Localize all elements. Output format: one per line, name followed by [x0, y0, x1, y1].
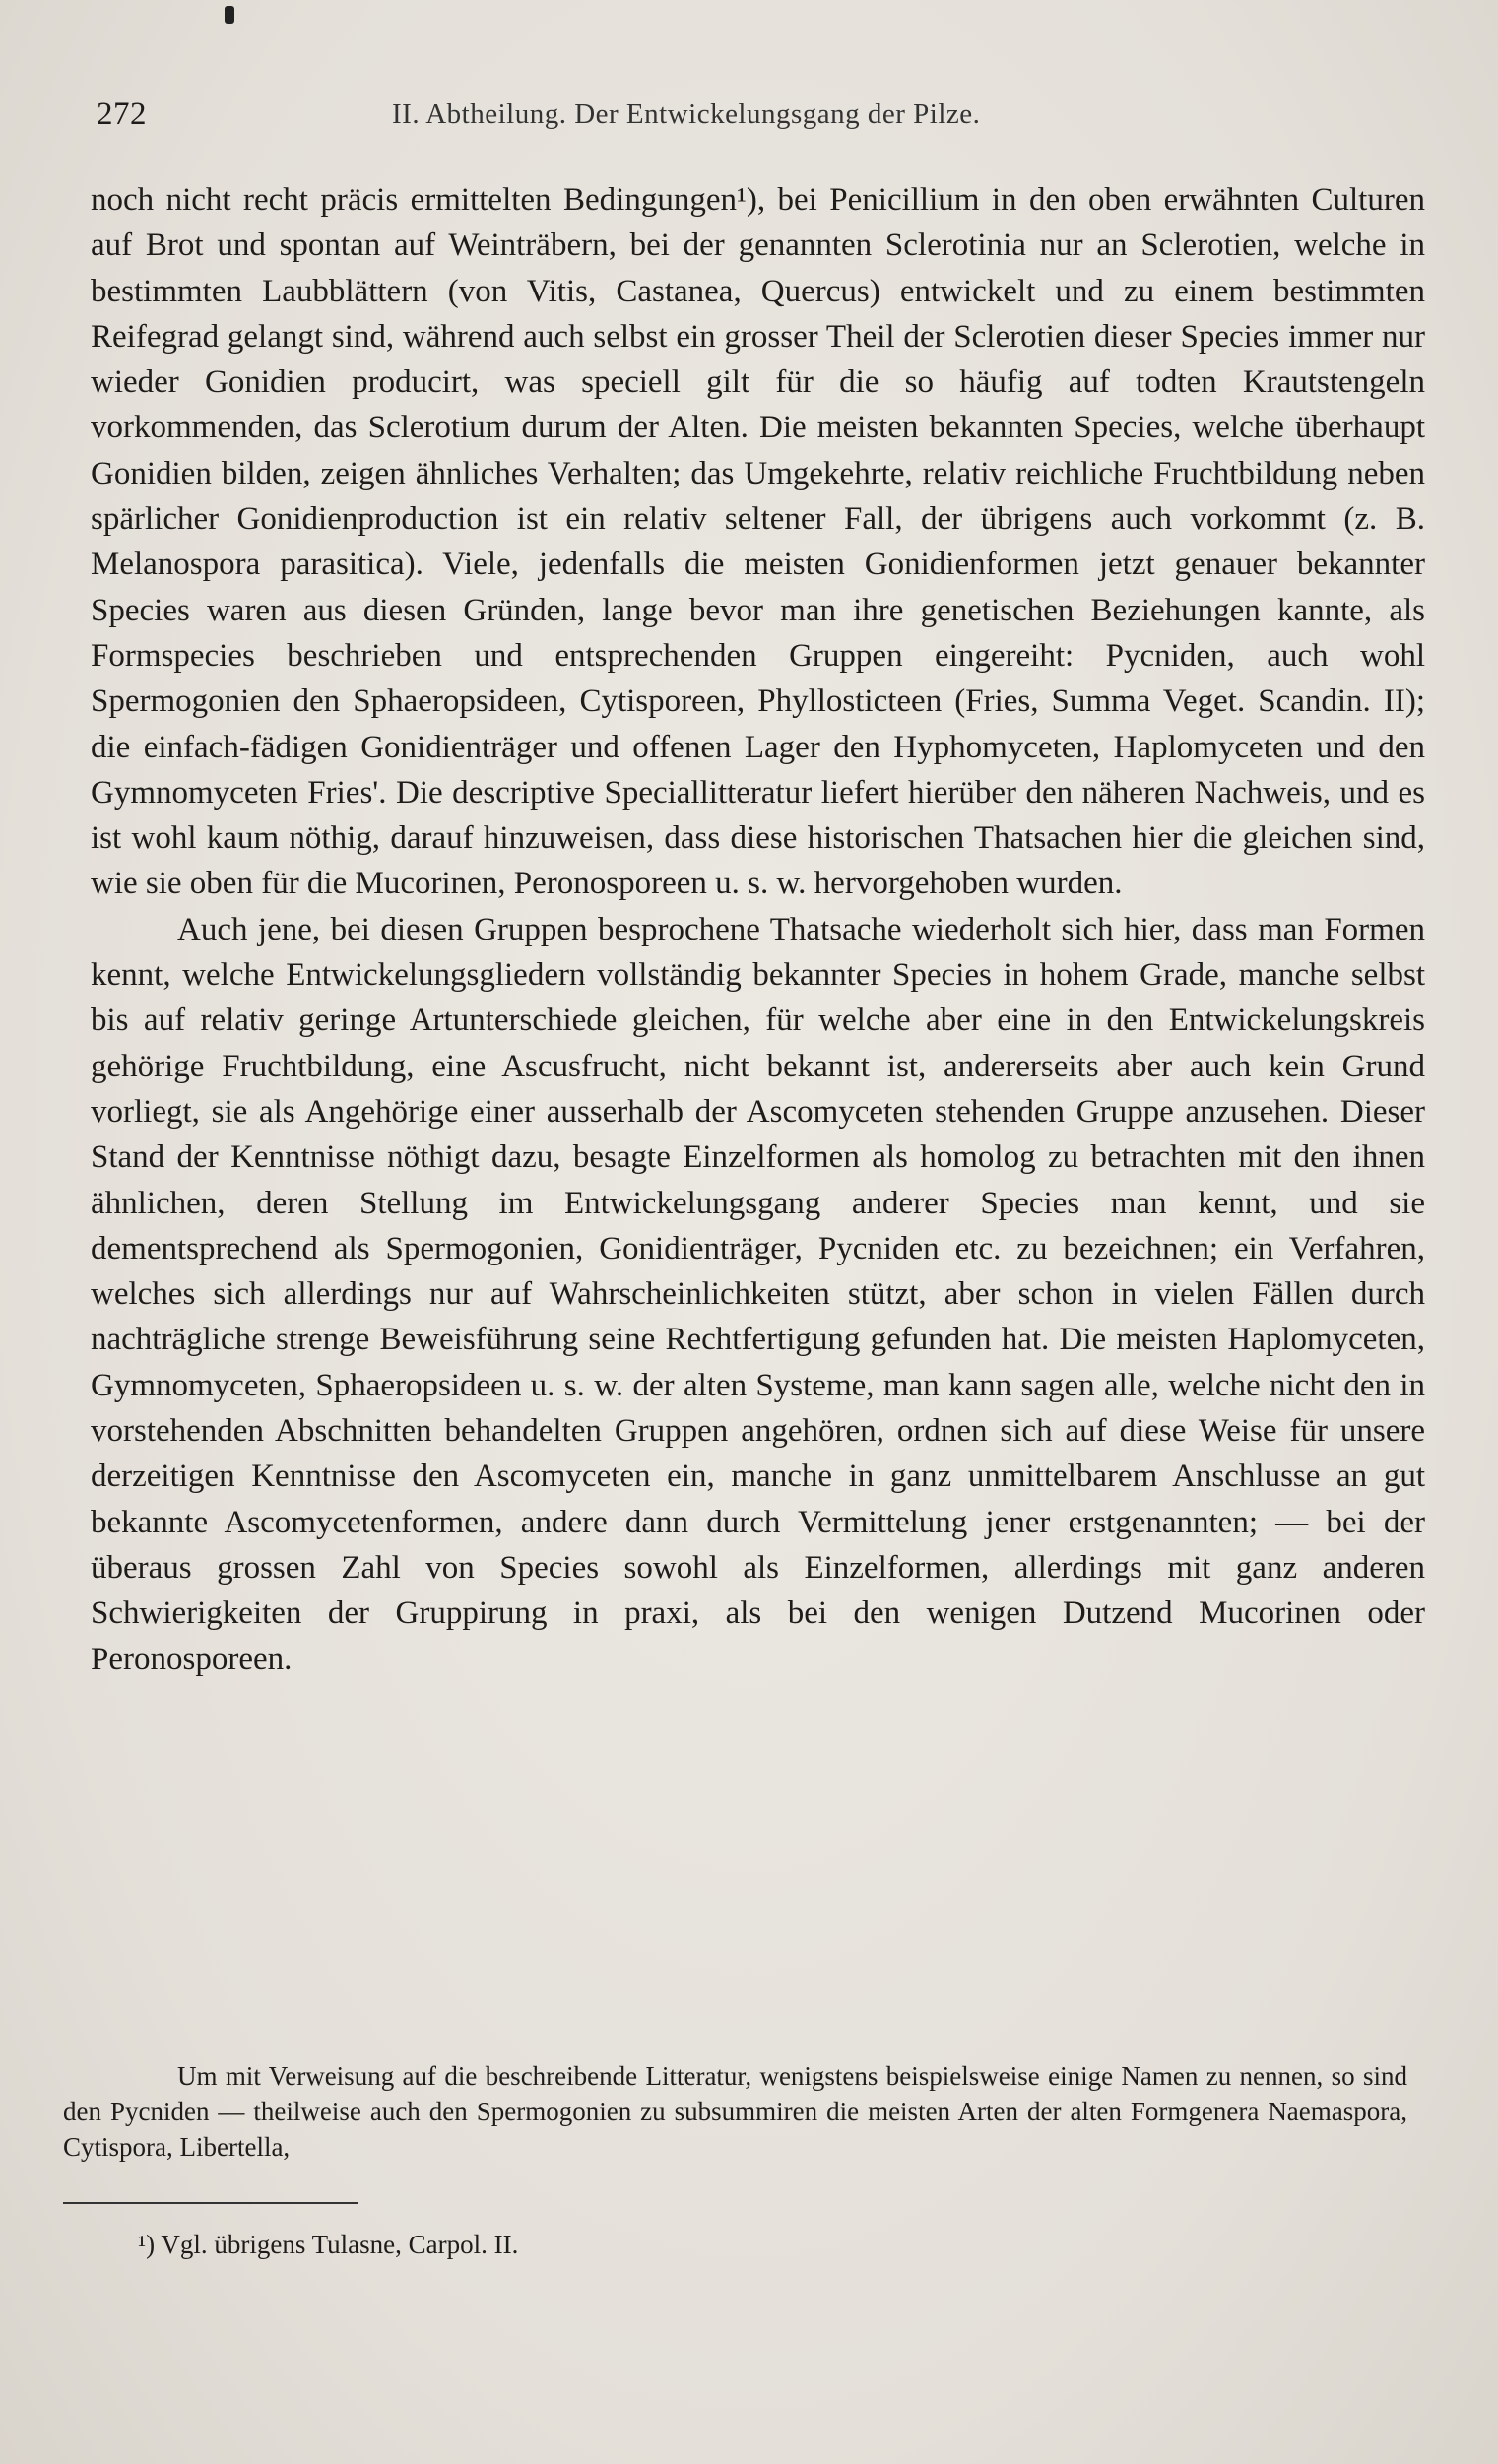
footnote-divider	[63, 2202, 358, 2204]
paragraph-1: noch nicht recht präcis ermittelten Bedingungen¹), bei Penicillium in den oben erwähnten Culturen auf Brot und spontan auf Weinträbern, bei der genannten Sclerotinia nur an Sclerotien, welche in bestimmten Laubblättern (von Vitis, Castanea, Quercus) entwickelt und zu einem bestimmten Reifegrad gelangt sind, während auch selbst ein grosser Theil der Sclerotien dieser Species immer nur wieder Gonidien producirt, was speciell gilt für die so häufig auf todten Krautstengeln vorkommenden, das Sclerotium durum der Alten. Die meisten bekannten Species, welche überhaupt Gonidien bilden, zeigen ähnliches Verhalten; das Umgekehrte, relativ reichliche Fruchtbildung neben spärlicher Gonidienproduction ist ein relativ seltener Fall, der übrigens auch vorkommt (z. B. Melanospora parasitica). Viele, jedenfalls die meisten Gonidienformen jetzt genauer bekannter Species waren aus diesen Gründen, lange bevor man ihre genetischen Beziehungen kannte, als Formspecies beschrieben und entsprechenden Gruppen eingereiht: Pycniden, auch wohl Spermogonien den Sphaeropsideen, Cytisporeen, Phyllosticteen (Fries, Summa Veget. Scandin. II); die einfach-fädigen Gonidienträger und offenen Lager den Hyphomyceten, Haplomyceten und den Gymnomyceten Fries'. Die descriptive Speciallitteratur liefert hierüber den näheren Nachweis, und es ist wohl kaum nöthig, darauf hinzuweisen, dass diese historischen Thatsachen hier die gleichen sind, wie sie oben für die Mucorinen, Peronosporeen u. s. w. hervorgehoben wurden.	[91, 182, 1425, 902]
footnote: ¹) Vgl. übrigens Tulasne, Carpol. II.	[138, 2230, 519, 2259]
paragraph-2: Auch jene, bei diesen Gruppen besprochene Thatsache wiederholt sich hier, dass man Formen kennt, welche Entwickelungsgliedern vollständig bekannter Species in hohem Grade, manche selbst bis auf relativ geringe Artunterschiede gleichen, für welche aber eine in den Entwickelungskreis gehörige Fruchtbildung, eine Ascusfrucht, nicht bekannt ist, andererseits aber auch kein Grund vorliegt, sie als Angehörige einer ausserhalb der Ascomyceten stehenden Gruppe anzusehen. Dieser Stand der Kenntnisse nöthigt dazu, besagte Einzelformen als homolog zu betrachten mit den ihnen ähnlichen, deren Stellung im Entwickelungsgang anderer Species man kennt, und sie dementsprechend als Spermogonien, Gonidienträger, Pycniden etc. zu bezeichnen; ein Verfahren, welches sich allerdings nur auf Wahrscheinlichkeiten stützt, aber schon in vielen Fällen durch nachträgliche strenge Beweisführung seine Rechtfertigung gefunden hat. Die meisten Haplomyceten, Gymnomyceten, Sphaeropsideen u. s. w. der alten Systeme, man kann sagen alle, welche nicht den in vorstehenden Abschnitten behandelten Gruppen angehören, ordnen sich auf diese Weise für unsere derzeitigen Kenntnisse den Ascomyceten ein, manche in ganz unmittelbarem Anschlusse an gut bekannte Ascomycetenformen, andere dann durch Vermittelung jener erstgenannten; — bei der überaus grossen Zahl von Species sowohl als Einzelformen, allerdings mit ganz anderen Schwierigkeiten der Gruppirung in praxi, als bei den wenigen Dutzend Mucorinen oder Peronosporeen.	[91, 911, 1425, 1677]
print-speck	[225, 6, 234, 24]
page-number: 272	[97, 97, 147, 132]
running-title: II. Abtheilung. Der Entwickelungsgang der Pilze.	[392, 98, 981, 130]
small-print-text: Um mit Verweisung auf die beschreibende Litteratur, wenigstens beispielsweise einige Namen zu nennen, so sind den Pycniden — theilweise auch den Spermogonien zu subsummiren die meisten Arten der alten Formgenera Naemaspora, Cytispora, Libertella,	[63, 2061, 1407, 2162]
small-print-paragraph	[63, 2058, 1407, 2165]
page-header	[97, 91, 1406, 140]
main-text	[91, 177, 1425, 1682]
